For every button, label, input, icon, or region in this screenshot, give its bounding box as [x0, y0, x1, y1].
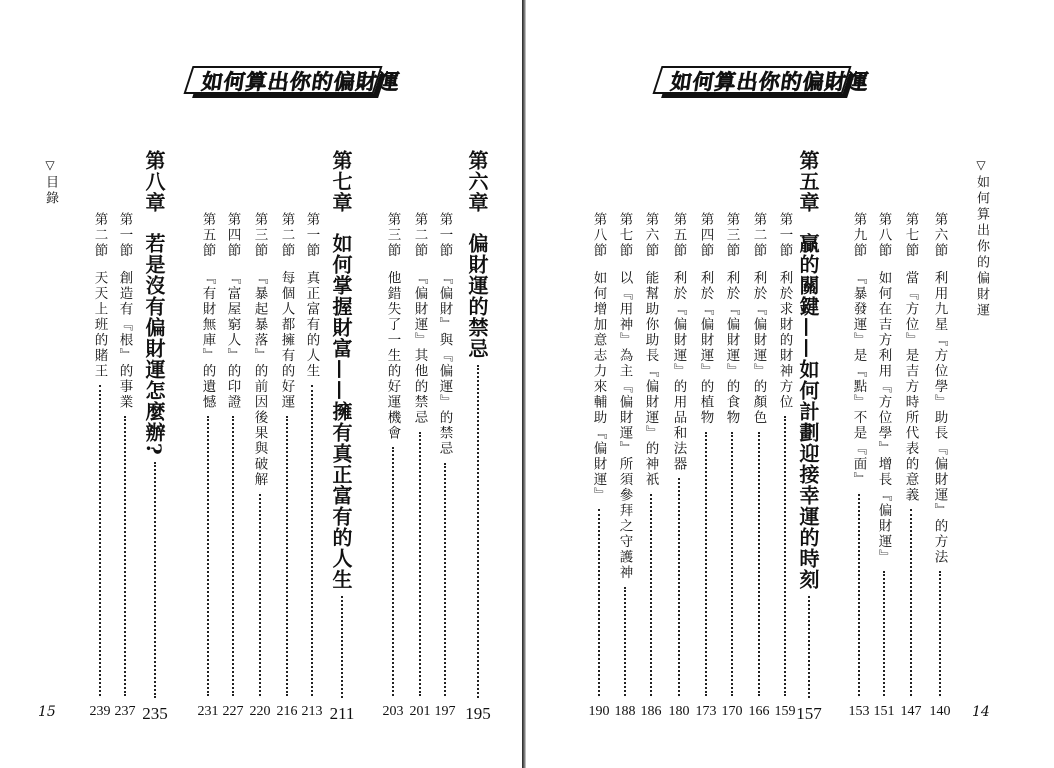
chapter-entry — [331, 150, 351, 590]
section-number: 第四節 — [224, 212, 241, 259]
chapter-title: 如何掌握財富——擁有真正富有的人生 — [329, 233, 353, 590]
section-entry — [412, 212, 426, 426]
page-number: 239 — [89, 704, 111, 719]
chapter-entry — [144, 150, 164, 456]
section-entry — [279, 212, 293, 410]
triangle-marker-icon: ▽ — [43, 158, 57, 175]
folio: 15 — [38, 704, 56, 720]
section-title: 每個人都擁有的好運 — [278, 270, 295, 410]
section-entry — [225, 212, 239, 410]
dot-leader — [883, 571, 885, 696]
dot-leader — [259, 494, 261, 696]
section-number: 第六節 — [642, 212, 659, 259]
page-number: 213 — [301, 704, 323, 719]
page-number: 190 — [588, 704, 610, 719]
section-entry — [903, 212, 917, 503]
dot-leader — [678, 478, 680, 696]
page-number: 227 — [222, 704, 244, 719]
section-title: 『暴發運』是『點』不是『面』 — [850, 270, 867, 488]
running-header: ▽如何算出你的偏財運 — [974, 158, 989, 319]
page-number: 201 — [409, 704, 431, 719]
page-number: 186 — [640, 704, 662, 719]
page-number: 166 — [748, 704, 770, 719]
section-entry — [698, 212, 712, 426]
page-number: 173 — [695, 704, 717, 719]
section-number: 第八節 — [875, 212, 892, 259]
section-title: 『偏財』與『偏運』的禁忌 — [436, 270, 453, 457]
page-number: 151 — [873, 704, 895, 719]
dot-leader — [232, 416, 234, 696]
page-number: 170 — [721, 704, 743, 719]
chapter-title: 偏財運的禁忌 — [465, 233, 489, 359]
section-entry — [851, 212, 865, 488]
section-entry — [671, 212, 685, 472]
page-number: 237 — [114, 704, 136, 719]
section-number: 第一節 — [116, 212, 133, 259]
section-number: 第三節 — [384, 212, 401, 259]
page-number: 216 — [276, 704, 298, 719]
triangle-marker-icon: ▽ — [974, 158, 988, 175]
section-entry — [200, 212, 214, 410]
page-number: 159 — [774, 704, 796, 719]
running-header: ▽目錄 — [43, 158, 58, 207]
section-number: 第五節 — [670, 212, 687, 259]
section-number: 第二節 — [278, 212, 295, 259]
section-number: 第二節 — [750, 212, 767, 259]
page-number: 147 — [900, 704, 922, 719]
dot-leader — [124, 416, 126, 696]
section-number: 第一節 — [776, 212, 793, 259]
section-title: 真正富有的人生 — [303, 270, 320, 379]
dot-leader — [154, 462, 156, 698]
chapter-number: 第六章 — [465, 150, 489, 213]
chapter-number: 第七章 — [329, 150, 353, 213]
section-number: 第六節 — [931, 212, 948, 259]
section-entry — [437, 212, 451, 457]
dot-leader — [784, 416, 786, 696]
section-entry — [643, 212, 657, 488]
section-title: 如何在吉方利用『方位學』增長『偏財運』 — [875, 270, 892, 565]
page-number: 231 — [197, 704, 219, 719]
chapter-entry — [798, 150, 818, 590]
section-title: 創造有『根』的事業 — [116, 270, 133, 410]
dot-leader — [808, 596, 810, 698]
page-number: 195 — [465, 704, 491, 723]
chapter-entry — [467, 150, 487, 359]
book-gutter — [522, 0, 526, 768]
section-number: 第二節 — [411, 212, 428, 259]
banner-text: 如何算出你的偏財運 — [200, 70, 402, 94]
page-number: 180 — [668, 704, 690, 719]
section-title: 他錯失了一生的好運機會 — [384, 270, 401, 441]
dot-leader — [758, 432, 760, 696]
dot-leader — [99, 385, 101, 696]
section-number: 第九節 — [850, 212, 867, 259]
chapter-number: 第五章 — [796, 150, 820, 213]
page-number: 197 — [434, 704, 456, 719]
dot-leader — [910, 509, 912, 696]
dot-leader — [939, 571, 941, 696]
section-entry — [932, 212, 946, 565]
section-entry — [117, 212, 131, 410]
section-entry — [304, 212, 318, 379]
section-number: 第三節 — [251, 212, 268, 259]
section-number: 第五節 — [199, 212, 216, 259]
section-title: 天天上班的賭王 — [91, 270, 108, 379]
section-title: 『富屋窮人』的印證 — [224, 270, 241, 410]
page-number: 220 — [249, 704, 271, 719]
section-title: 『偏財運』其他的禁忌 — [411, 270, 428, 426]
chapter-title: 若是沒有偏財運怎麼辦? — [142, 233, 166, 456]
dot-leader — [477, 365, 479, 698]
page-number: 211 — [329, 704, 355, 723]
section-entry — [777, 212, 791, 410]
page-number: 140 — [929, 704, 951, 719]
dot-leader — [858, 494, 860, 696]
section-title: 以『用神』為主『偏財運』所須參拜之守護神 — [616, 270, 633, 581]
section-title: 當『方位』是吉方時所代表的意義 — [902, 270, 919, 503]
page-number: 188 — [614, 704, 636, 719]
dot-leader — [207, 416, 209, 696]
section-entry — [591, 212, 605, 503]
chapter-title: 贏的關鍵——如何計劃迎接幸運的時刻 — [796, 233, 820, 590]
dot-leader — [311, 385, 313, 696]
section-number: 第一節 — [436, 212, 453, 259]
section-number: 第八節 — [590, 212, 607, 259]
section-title: 利於『偏財運』的顏色 — [750, 270, 767, 426]
page-number: 157 — [796, 704, 822, 723]
right-page — [527, 0, 1054, 768]
section-entry — [617, 212, 631, 581]
page-number: 235 — [142, 704, 168, 723]
section-number: 第一節 — [303, 212, 320, 259]
section-title: 利於求財的財神方位 — [776, 270, 793, 410]
section-entry — [385, 212, 399, 441]
section-number: 第三節 — [723, 212, 740, 259]
dot-leader — [598, 509, 600, 696]
section-entry — [751, 212, 765, 426]
dot-leader — [650, 494, 652, 696]
section-title: 『暴起暴落』的前因後果與破解 — [251, 270, 268, 488]
section-title: 利於『偏財運』的用品和法器 — [670, 270, 687, 472]
section-number: 第七節 — [616, 212, 633, 259]
page-number: 203 — [382, 704, 404, 719]
section-number: 第七節 — [902, 212, 919, 259]
dot-leader — [419, 432, 421, 696]
chapter-number: 第八章 — [142, 150, 166, 213]
section-title: 『有財無庫』的遺憾 — [199, 270, 216, 410]
dot-leader — [286, 416, 288, 696]
section-entry — [252, 212, 266, 488]
section-number: 第四節 — [697, 212, 714, 259]
dot-leader — [392, 447, 394, 696]
page-number: 153 — [848, 704, 870, 719]
dot-leader — [731, 432, 733, 696]
section-number: 第二節 — [91, 212, 108, 259]
dot-leader — [341, 596, 343, 698]
banner-text: 如何算出你的偏財運 — [669, 70, 871, 94]
section-entry — [92, 212, 106, 379]
section-title: 利於『偏財運』的植物 — [697, 270, 714, 426]
dot-leader — [705, 432, 707, 696]
section-title: 利於『偏財運』的食物 — [723, 270, 740, 426]
section-entry — [724, 212, 738, 426]
folio: 14 — [972, 704, 990, 720]
left-page — [0, 0, 523, 768]
dot-leader — [624, 587, 626, 696]
section-title: 利用九星『方位學』助長『偏財運』的方法 — [931, 270, 948, 565]
dot-leader — [444, 463, 446, 696]
section-title: 能幫助你助長『偏財運』的神祇 — [642, 270, 659, 488]
section-title: 如何增加意志力來輔助『偏財運』 — [590, 270, 607, 503]
section-entry — [876, 212, 890, 565]
